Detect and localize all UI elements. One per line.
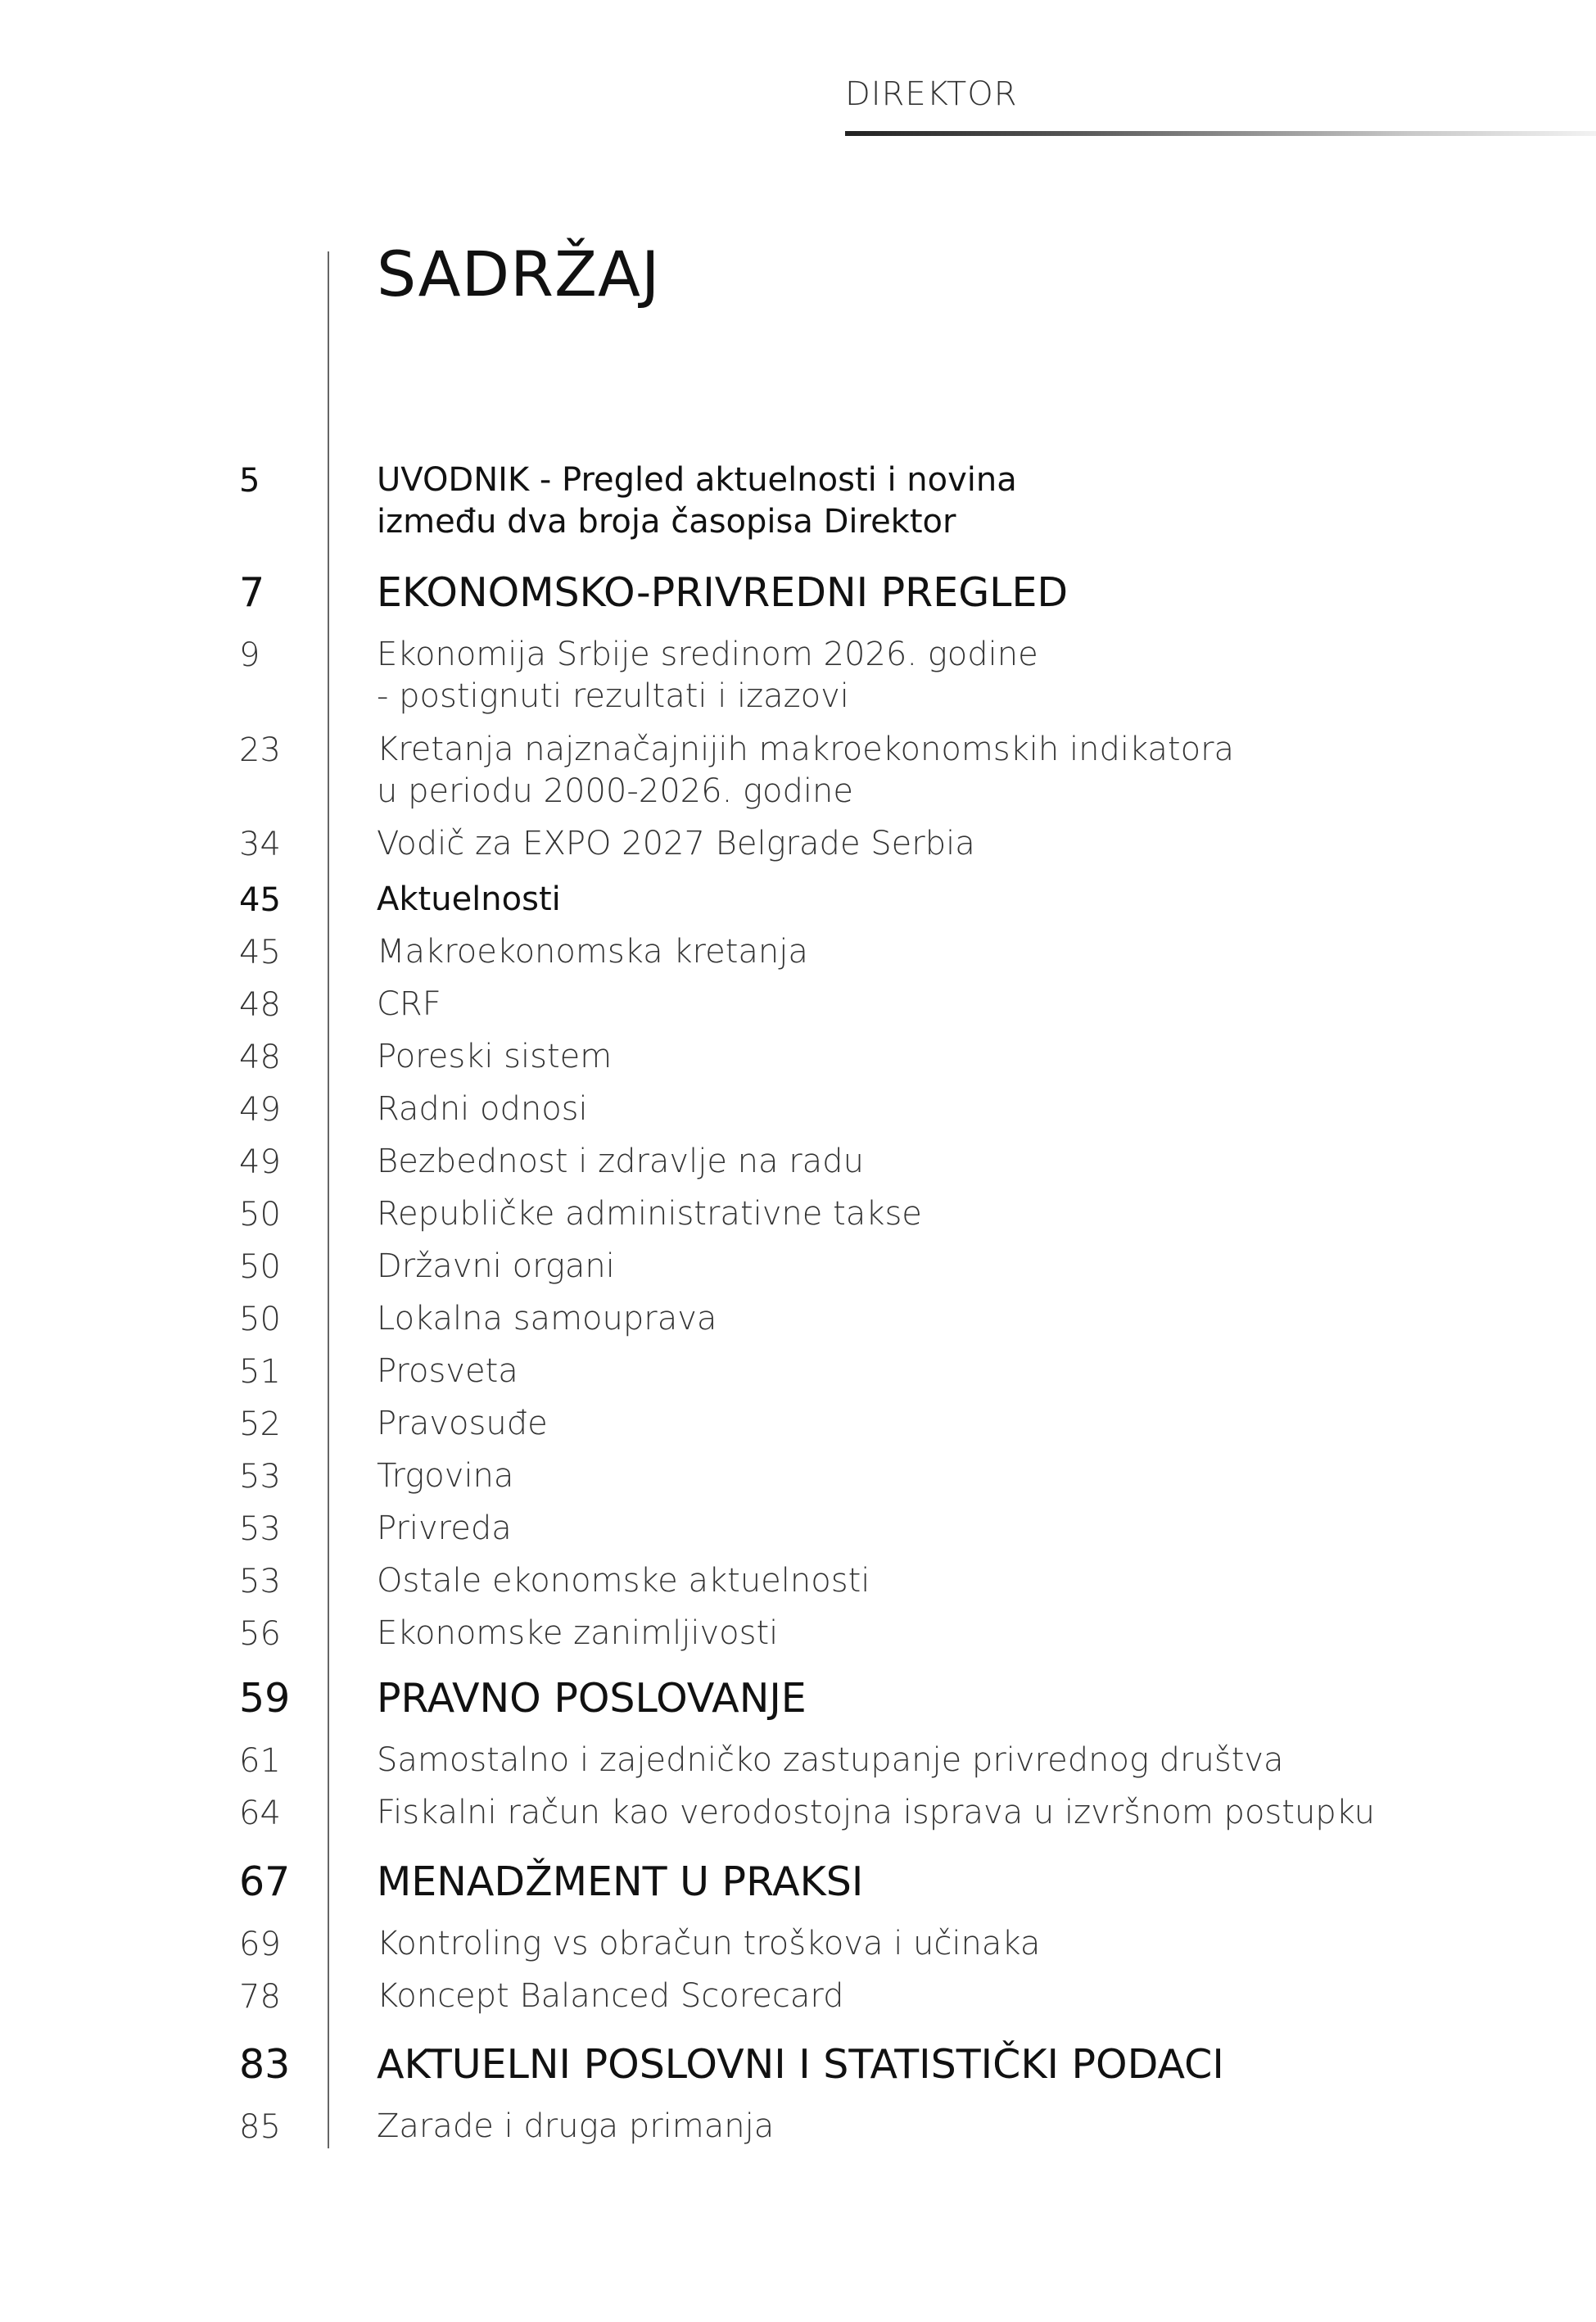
toc-title: Aktuelnosti (377, 880, 561, 918)
toc-page-number: 52 (239, 1405, 281, 1443)
toc-title: PRAVNO POSLOVANJE (377, 1675, 807, 1722)
toc-title: Prosveta (377, 1352, 518, 1390)
running-header: DIREKTOR (845, 75, 1018, 113)
toc-page-number: 51 (239, 1353, 281, 1391)
toc-page-number: 49 (239, 1143, 281, 1181)
toc-title: Bezbednost i zdravlje na radu (377, 1143, 864, 1180)
toc-page-number: 67 (239, 1858, 291, 1905)
toc-title: Fiskalni račun kao verodostojna isprava u izvršnom postupku (377, 1794, 1375, 1831)
toc-page-number: 59 (239, 1675, 291, 1722)
page-title: SADRŽAJ (377, 238, 661, 310)
toc-page-number: 45 (239, 881, 281, 919)
toc-page-number: 50 (239, 1196, 281, 1233)
toc-title: Lokalna samouprava (377, 1300, 717, 1338)
toc-page-number: 56 (239, 1615, 281, 1653)
toc-page-number: 49 (239, 1091, 281, 1129)
toc-page-number: 50 (239, 1248, 281, 1286)
toc-page-number: 5 (239, 462, 260, 500)
toc-page-number: 48 (239, 986, 281, 1024)
toc-title: Državni organi (377, 1247, 615, 1285)
toc-page-number: 85 (239, 2108, 281, 2146)
toc-page-number: 9 (239, 636, 260, 674)
toc-title: Zarade i druga primanja (377, 2107, 775, 2145)
toc-page-number: 7 (239, 569, 265, 616)
toc-page-number: 48 (239, 1039, 281, 1076)
toc-page-number: 45 (239, 934, 281, 971)
toc-title: Ostale ekonomske aktuelnosti (377, 1562, 870, 1600)
toc-title: Trgovina (377, 1457, 514, 1495)
toc-title: Vodič za EXPO 2027 Belgrade Serbia (377, 825, 975, 862)
toc-title: Ekonomske zanimljivosti (377, 1614, 779, 1652)
toc-title: Samostalno i zajedničko zastupanje privrednog društva (377, 1741, 1284, 1779)
toc-title: Koncept Balanced Scorecard (377, 1977, 844, 2015)
toc-page-number: 61 (239, 1742, 281, 1780)
toc-title: MENADŽMENT U PRAKSI (377, 1858, 864, 1905)
toc-page-number: 34 (239, 826, 281, 863)
toc-title: AKTUELNI POSLOVNI I STATISTIČKI PODACI (377, 2041, 1224, 2088)
toc-title: Kretanja najznačajnijih makroekonomskih indikatora u periodu 2000-2026. godine (377, 731, 1235, 810)
toc-title: Poreski sistem (377, 1038, 613, 1075)
toc-page-number: 53 (239, 1510, 281, 1548)
toc-page-number: 64 (239, 1795, 281, 1832)
toc-title: EKONOMSKO-PRIVREDNI PREGLED (377, 569, 1069, 616)
toc-page-number: 53 (239, 1563, 281, 1600)
toc-title: Republičke administrativne takse (377, 1195, 922, 1233)
toc-title: Privreda (377, 1510, 512, 1547)
toc-title: Radni odnosi (377, 1090, 588, 1128)
toc-page-number: 50 (239, 1301, 281, 1338)
toc-page-number: 83 (239, 2041, 291, 2088)
toc-title: Makroekonomska kretanja (377, 933, 808, 971)
toc-title: Pravosuđe (377, 1405, 548, 1442)
toc-title: CRF (377, 985, 441, 1023)
toc-page-number: 23 (239, 731, 281, 769)
toc-title: UVODNIK - Pregled aktuelnosti i novina između dva broja časopisa Direktor (377, 461, 1017, 541)
toc-page-number: 53 (239, 1458, 281, 1496)
toc-title: Ekonomija Srbije sredinom 2026. godine - postignuti rezultati i izazovi (377, 636, 1038, 715)
toc-page-number: 69 (239, 1926, 281, 1963)
toc-page-number: 78 (239, 1978, 281, 2016)
toc-title: Kontroling vs obračun troškova i učinaka (377, 1925, 1041, 1962)
